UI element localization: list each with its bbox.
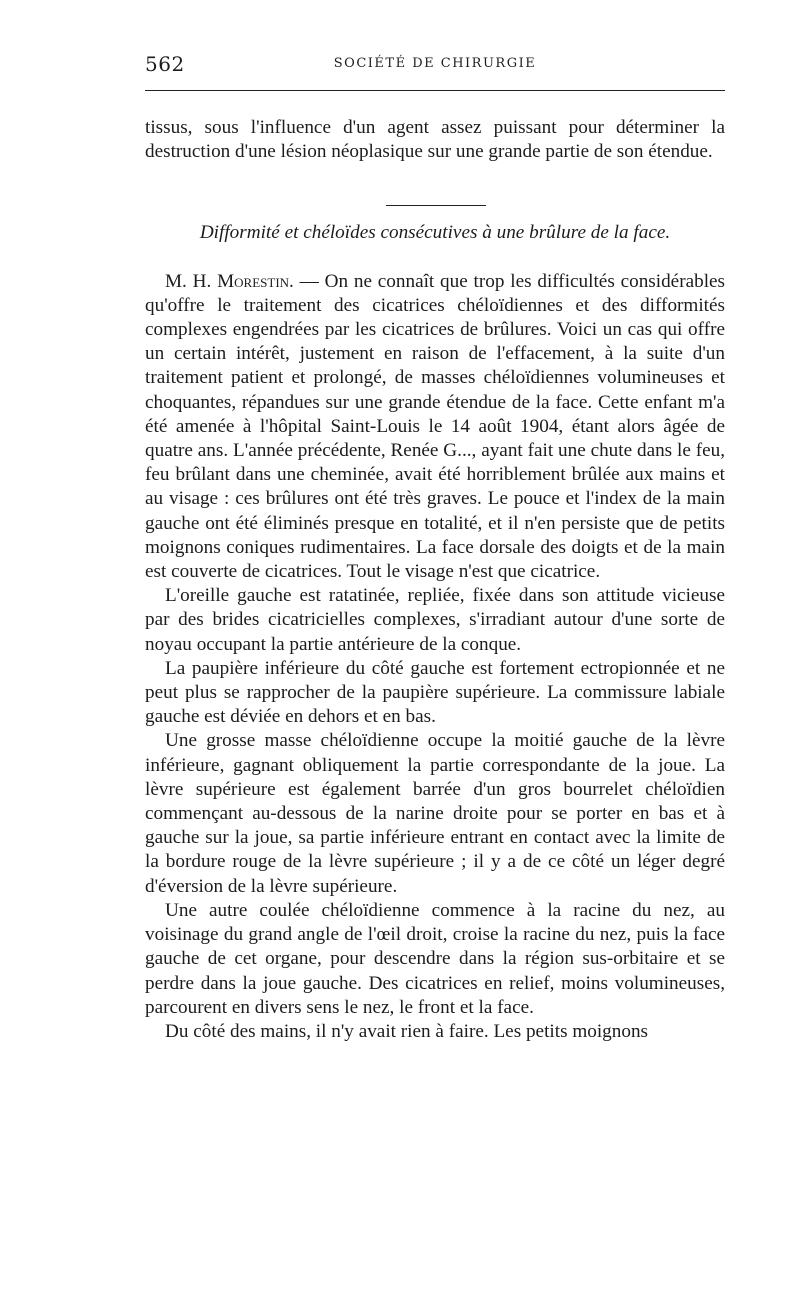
paragraph-6: Du côté des mains, il n'y avait rien à faire. Les petits moignons	[165, 1020, 649, 1042]
intro-paragraph: tissus, sous l'influence d'un agent assez puissant pour déterminer la destruction d'une lésion néoplasique sur une grande partie de son étendue.	[145, 117, 725, 163]
author-prefix: M. H.	[165, 270, 212, 292]
paragraph-2: L'oreille gauche est ratatinée, repliée, fixée dans son attitude vicieuse par des brides cicatricielles complexes, s'irradiant autour d'une sorte de noyau occupant la partie antérieure de la conque.	[145, 585, 725, 655]
author-name: Morestin.	[217, 270, 294, 292]
page-header	[145, 52, 725, 80]
paragraph-1	[145, 270, 725, 585]
page-body	[145, 116, 725, 1044]
section-title: Difformité et chéloïdes consécutives à une brûlure de la face.	[199, 222, 671, 244]
header-rule	[145, 90, 725, 91]
paragraph-5: Une autre coulée chéloïdienne commence à la racine du nez, au voisinage du grand angle de l'œil droit, croise la racine du nez, puis la face gauche de cet organe, pour descendre dans la région sus-orbitaire et se perdre dans la joue gauche. Des cicatrices en relief, moins volumineuses, parcourent en divers sens le nez, le front et la face.	[145, 899, 725, 1018]
running-title: SOCIÉTÉ DE CHIRURGIE	[333, 56, 537, 71]
paragraph-4: Une grosse masse chéloïdienne occupe la moitié gauche de la lèvre inférieure, gagnant obliquement la partie correspondante de la joue. La lèvre supérieure est également barrée d'un gros bourrelet chéloïdien commençant au-dessous de la narine droite pour se porter en bas et à gauche sur la joue, sa partie inférieure entrant en contact avec la limite de la bordure rouge de la lèvre supérieure ; il y a de ce côté un léger degré d'éversion de la lèvre supérieure.	[145, 730, 725, 897]
paragraph-3: La paupière inférieure du côté gauche est fortement ectropionnée et ne peut plus se rapprocher de la paupière supérieure. La commissure labiale gauche est déviée en dehors et en bas.	[145, 657, 725, 728]
page-number: 562	[145, 52, 185, 76]
paragraph-1-text: — On ne connaît que trop les difficultés considérables qu'offre le traitement des cicatrices chéloïdiennes et des difformités complexes engendrées par les cicatrices de brûlures. Voici un cas qui offre un certain intérêt, justement en raison de l'effacement, à la suite d'un traitement patient et prolongé, de masses chéloïdiennes volumineuses et choquantes, répandues sur une grande étendue de la face. Cette enfant m'a été amenée à l'hôpital Saint-Louis le 14 août 1904, étant alors âgée de quatre ans. L'année précédente, Renée G..., ayant fait une chute dans le feu, feu brûlant dans une cheminée, avait été horriblement brûlée aux mains et au visage : ces brûlures ont été très graves. Le pouce et l'index de la main gauche ont été éliminés presque en totalité, et il n'en persiste que de petits moignons coniques rudimentaires. La face dorsale des doigts et de la main est couverte de cicatrices. Tout le visage n'est que cicatrice.	[145, 270, 726, 583]
